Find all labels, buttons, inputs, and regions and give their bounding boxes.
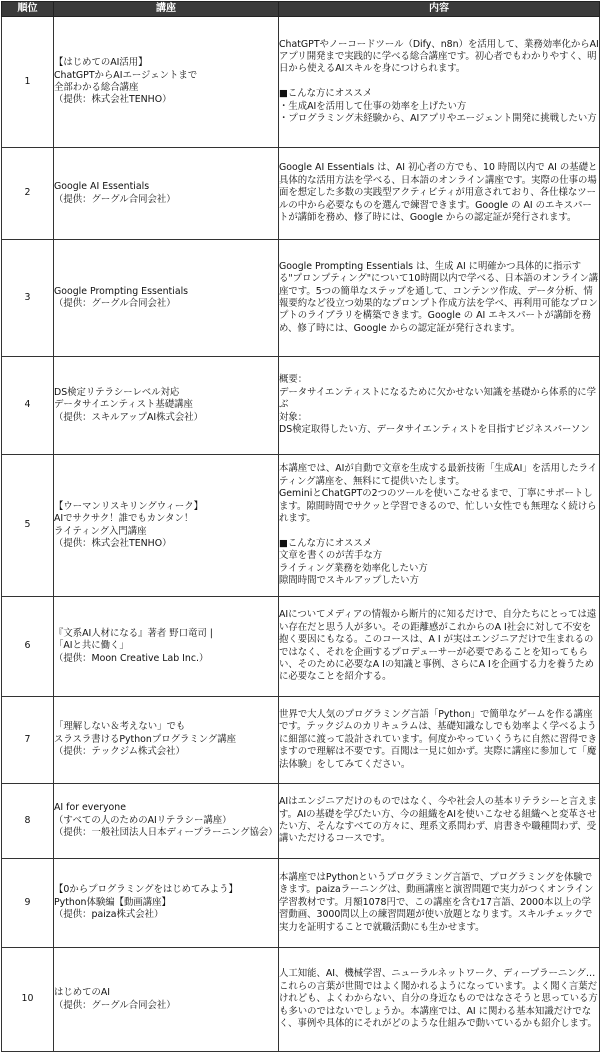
rank-cell: 7	[2, 697, 54, 784]
course-line: 『文系AI人材になる』著者 野口竜司 |	[54, 627, 213, 639]
rank-cell: 4	[2, 357, 54, 455]
table-row	[2, 948, 600, 1052]
description-line: ライティング業務を効率化したい方	[279, 562, 428, 574]
description-cell	[279, 784, 600, 859]
table-row	[2, 148, 600, 240]
course-line: 【はじめてのAI活用】	[54, 57, 148, 69]
rank-cell: 5	[2, 455, 54, 597]
course-cell	[54, 455, 279, 597]
course-line: AI for everyone	[54, 802, 126, 814]
course-line: （すべての人のためのAIリテラシー講座）	[54, 814, 232, 826]
description-line: AIはエンジニアだけのものではなく、今や社会人の基本リテラシーと言えます。AIの基礎を学びたい方、今の組織をAIを使いこなせる組織へと変革させたい方、そんなすべての方々に、理系文系問わず、肩書きや職種問わず、受講いただけるコースです。	[279, 796, 597, 845]
description-cell	[279, 17, 600, 148]
course-line: はじめてのAI	[54, 987, 111, 999]
rank-cell: 6	[2, 597, 54, 697]
description-line: ■こんな方にオススメ	[279, 537, 373, 549]
description-cell	[279, 597, 600, 697]
course-line: Python体験編【動画講座】	[54, 896, 171, 908]
course-line: （提供：スキルアップAI株式会社）	[54, 411, 204, 423]
description-cell	[279, 697, 600, 784]
rank-cell: 9	[2, 859, 54, 948]
rank-cell: 8	[2, 784, 54, 859]
course-line: データサイエンティスト基礎講座	[54, 399, 193, 411]
description-line: 対象：	[279, 411, 308, 423]
course-line: （提供：株式会社TENHO）	[54, 537, 172, 549]
description-line: GeminiとChatGPTの2つのツールを使いこなせるまで、丁寧にサポートします。隙間時間でサクッと学習できるので、忙しい女性でも無理なく続けられます。	[279, 488, 597, 525]
table-header-row	[2, 2, 600, 17]
description-line: DS検定取得したい方、データサイエンティストを目指すビジネスパーソン	[279, 424, 590, 436]
course-line: 「理解しない＆考えない」でも	[54, 721, 186, 733]
header-description: 内容	[279, 2, 600, 17]
table-row	[2, 784, 600, 859]
description-cell	[279, 148, 600, 240]
course-line: 【0からプログラミングをはじめてみよう】	[54, 884, 238, 896]
course-cell	[54, 240, 279, 357]
course-line: （提供：グーグル合同会社）	[54, 999, 176, 1011]
course-line: AIでサクサク！誰でもカンタン！	[54, 513, 194, 525]
course-line: （提供：Moon Creative Lab Inc.）	[54, 652, 209, 664]
course-cell	[54, 148, 279, 240]
rank-cell: 1	[2, 17, 54, 148]
header-rank: 順位	[2, 2, 54, 17]
table-row	[2, 455, 600, 597]
course-cell	[54, 357, 279, 455]
description-cell	[279, 357, 600, 455]
course-line: Google AI Essentials	[54, 181, 150, 193]
rank-cell: 10	[2, 948, 54, 1052]
course-cell	[54, 17, 279, 148]
course-line: （提供：株式会社TENHO）	[54, 94, 172, 106]
description-line: Google AI Essentials は、AI 初心者の方でも、10 時間以内で AI の基礎と具体的な活用方法を学べる、日本語のオンライン講座です。実際の仕事の場面を想定した多数の実践型アクティビティが用意されており、各仕様なツールの中から必要なものを選んで練習できます。Google の AI のエキスパートが講師を務め、修了時には、Google からの認定証が発行されます。	[279, 162, 598, 224]
description-line: データサイエンティストになるために欠かせない知識を基礎から体系的に学ぶ	[279, 386, 596, 411]
table-row	[2, 357, 600, 455]
course-line: DS検定リテラシーレベル対応	[54, 386, 180, 398]
course-line: （提供：一般社団法人日本ディープラーニング協会）	[54, 827, 278, 839]
header-course: 講座	[54, 2, 279, 17]
course-cell	[54, 697, 279, 784]
course-line: ChatGPTからAIエージェントまで	[54, 69, 198, 81]
description-cell	[279, 948, 600, 1052]
course-line: （提供：グーグル合同会社）	[54, 298, 176, 309]
description-line: AIについてメディアの情報から断片的に知るだけで、自分たちにとっては遠い存在だと思う人が多い。その距離感がこれからのA I社会に対して不安を抱く要因にもなる。このコースは、A I が実はエンジニアだけで生まれるのではなく、それを企画するプロデューサーが必要であることを知ってもらい、そのために必要なA Iの知識と事例、さらにA Iを企画する力を養うために必要なことを紹介する。	[279, 609, 597, 683]
description-line: Google Prompting Essentials は、生成 AI に明確かつ具体的に指示する"プロンプティング"について10時間以内で学べる、日本語のオンライン講座です。5つの簡単なステップを通して、コンテンツ作成、データ分析、情報要約など役立つ効果的なプロンプト作成方法を学べ、再利用可能なプロンプトのライブラリを構築できます。Google の AI エキスパートが講師を務め、修了時には、Google からの認定証が発行されます。	[279, 260, 599, 334]
table-row	[2, 697, 600, 784]
description-line: ■こんな方にオススメ	[279, 88, 373, 100]
course-line: スラスラ書けるPythonプログラミング講座	[54, 733, 237, 745]
course-ranking-table	[1, 1, 600, 1052]
description-line: 世界で大人気のプログラミング言語「Python」で簡単なゲームを作る講座です。テックジムのカリキュラムは、基礎知識なしでも効率よく学べるように細部に渡って設計されています。何度かやっていくうちに自然に習得できますので理解は不要です。百聞は一見に如かず。実際に講座に参加して「魔法体験」をしてみてください。	[279, 708, 598, 770]
table-row	[2, 17, 600, 148]
course-line: 全部わかる総合講座	[54, 82, 139, 93]
description-line: ・プログラミング未経験から、AIアプリやエージェント開発に挑戦したい方	[279, 113, 597, 124]
course-cell	[54, 597, 279, 697]
description-line: ・生成AIを活用して仕事の効率を上げたい方	[279, 100, 467, 112]
course-line: 【ウーマンリスキリングウィーク】	[54, 500, 204, 512]
course-cell	[54, 948, 279, 1052]
table-row	[2, 597, 600, 697]
course-line: （提供：テックジム株式会社）	[54, 746, 185, 758]
course-line: 「AIと共に働く」	[54, 640, 129, 652]
course-line: Google Prompting Essentials	[54, 285, 189, 297]
course-line: ライティング入門講座	[54, 525, 147, 537]
description-cell	[279, 240, 600, 357]
description-cell	[279, 455, 600, 597]
description-cell	[279, 859, 600, 948]
rank-cell: 3	[2, 240, 54, 357]
description-line: 本講座ではPythonというプログラミング言語で、プログラミングを体験できます。paizaラーニングは、動画講座と演習問題で実力がつくオンライン学習教材です。月額1078円で、この講座を含む17言語、2000本以上の学習動画、3000問以上の練習問題が使い放題となります。スキルチェックで実力を証明することで就職活動にも生かせます。	[279, 871, 594, 933]
course-cell	[54, 784, 279, 859]
description-line: 本講座では、AIが自動で文章を生成する最新技術「生成AI」を活用したライティング講座を、無料にて提供いたします。	[279, 463, 598, 487]
course-line: （提供：グーグル合同会社）	[54, 193, 176, 205]
table-row	[2, 859, 600, 948]
description-line: ChatGPTやノーコードツール（Dify、n8n）を活用して、業務効率化からAIアプリ開発まで実践的に学べる総合講座です。初心者でもわかりやすく、明日から使えるAIスキルを身につけられます。	[279, 38, 599, 75]
rank-cell: 2	[2, 148, 54, 240]
description-line	[279, 526, 599, 538]
table-row	[2, 240, 600, 357]
description-line: 概要：	[279, 374, 308, 386]
description-line: 人工知能、AI、機械学習、ニューラルネットワーク、ディープラーニング…これらの言葉が世間ではよく聞かれるようになっています。よく聞く言葉だけれども、よくわからない、自分の身近なものではなさそうと思っている方も多いのではないでしょうか。本講座では、AI に関わる基本知識だけでなく、事例や具体的にそれがどのような仕組みで動いているかも紹介します。	[279, 968, 598, 1030]
course-line: （提供：paiza株式会社）	[54, 909, 164, 921]
description-line: 文章を書くのが苦手な方	[279, 550, 383, 562]
course-cell	[54, 859, 279, 948]
description-line	[279, 76, 599, 88]
description-line: 隙間時間でスキルアップしたい方	[279, 575, 419, 587]
